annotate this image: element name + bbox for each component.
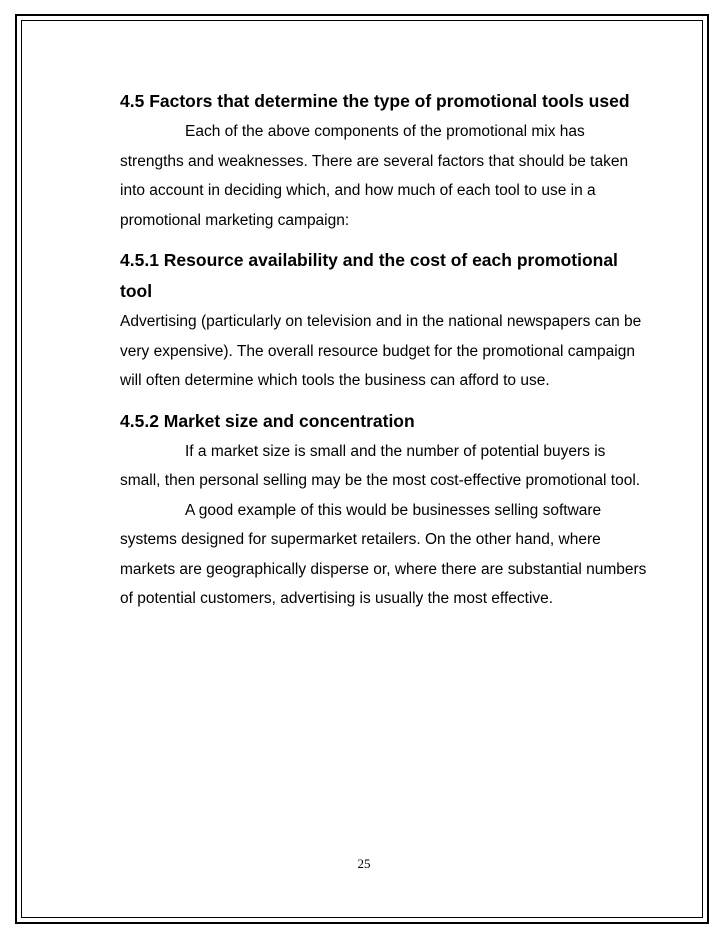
section-heading-4-5-1: 4.5.1 Resource availability and the cost of each promotional tool	[120, 250, 618, 301]
section-paragraph-4-5-2-b: A good example of this would be businesses selling software systems designed for supermarket retailers. On the other hand, where markets are geographically disperse or, where there are substantial numbers of potential customers, advertising is usually the most effective.	[120, 501, 647, 607]
page-number: 25	[357, 856, 371, 871]
section-heading-4-5: 4.5 Factors that determine the type of promotional tools used	[120, 91, 630, 111]
section-heading-4-5-2: 4.5.2 Market size and concentration	[120, 410, 415, 431]
section-paragraph-4-5-1: Advertising (particularly on television and in the national newspapers can be very expensive). The overall resource budget for the promotional campaign will often determine which tools the business can afford to use.	[120, 313, 642, 389]
section-paragraph-4-5: Each of the above components of the promotional mix has strengths and weaknesses. There are several factors that should be taken into account in deciding which, and how much of each tool to use in a promotional marketing campaign:	[120, 123, 629, 229]
section-paragraph-4-5-2-a: If a market size is small and the number of potential buyers is small, then personal selling may be the most cost-effective promotional tool.	[120, 442, 641, 489]
document-body	[120, 86, 650, 614]
